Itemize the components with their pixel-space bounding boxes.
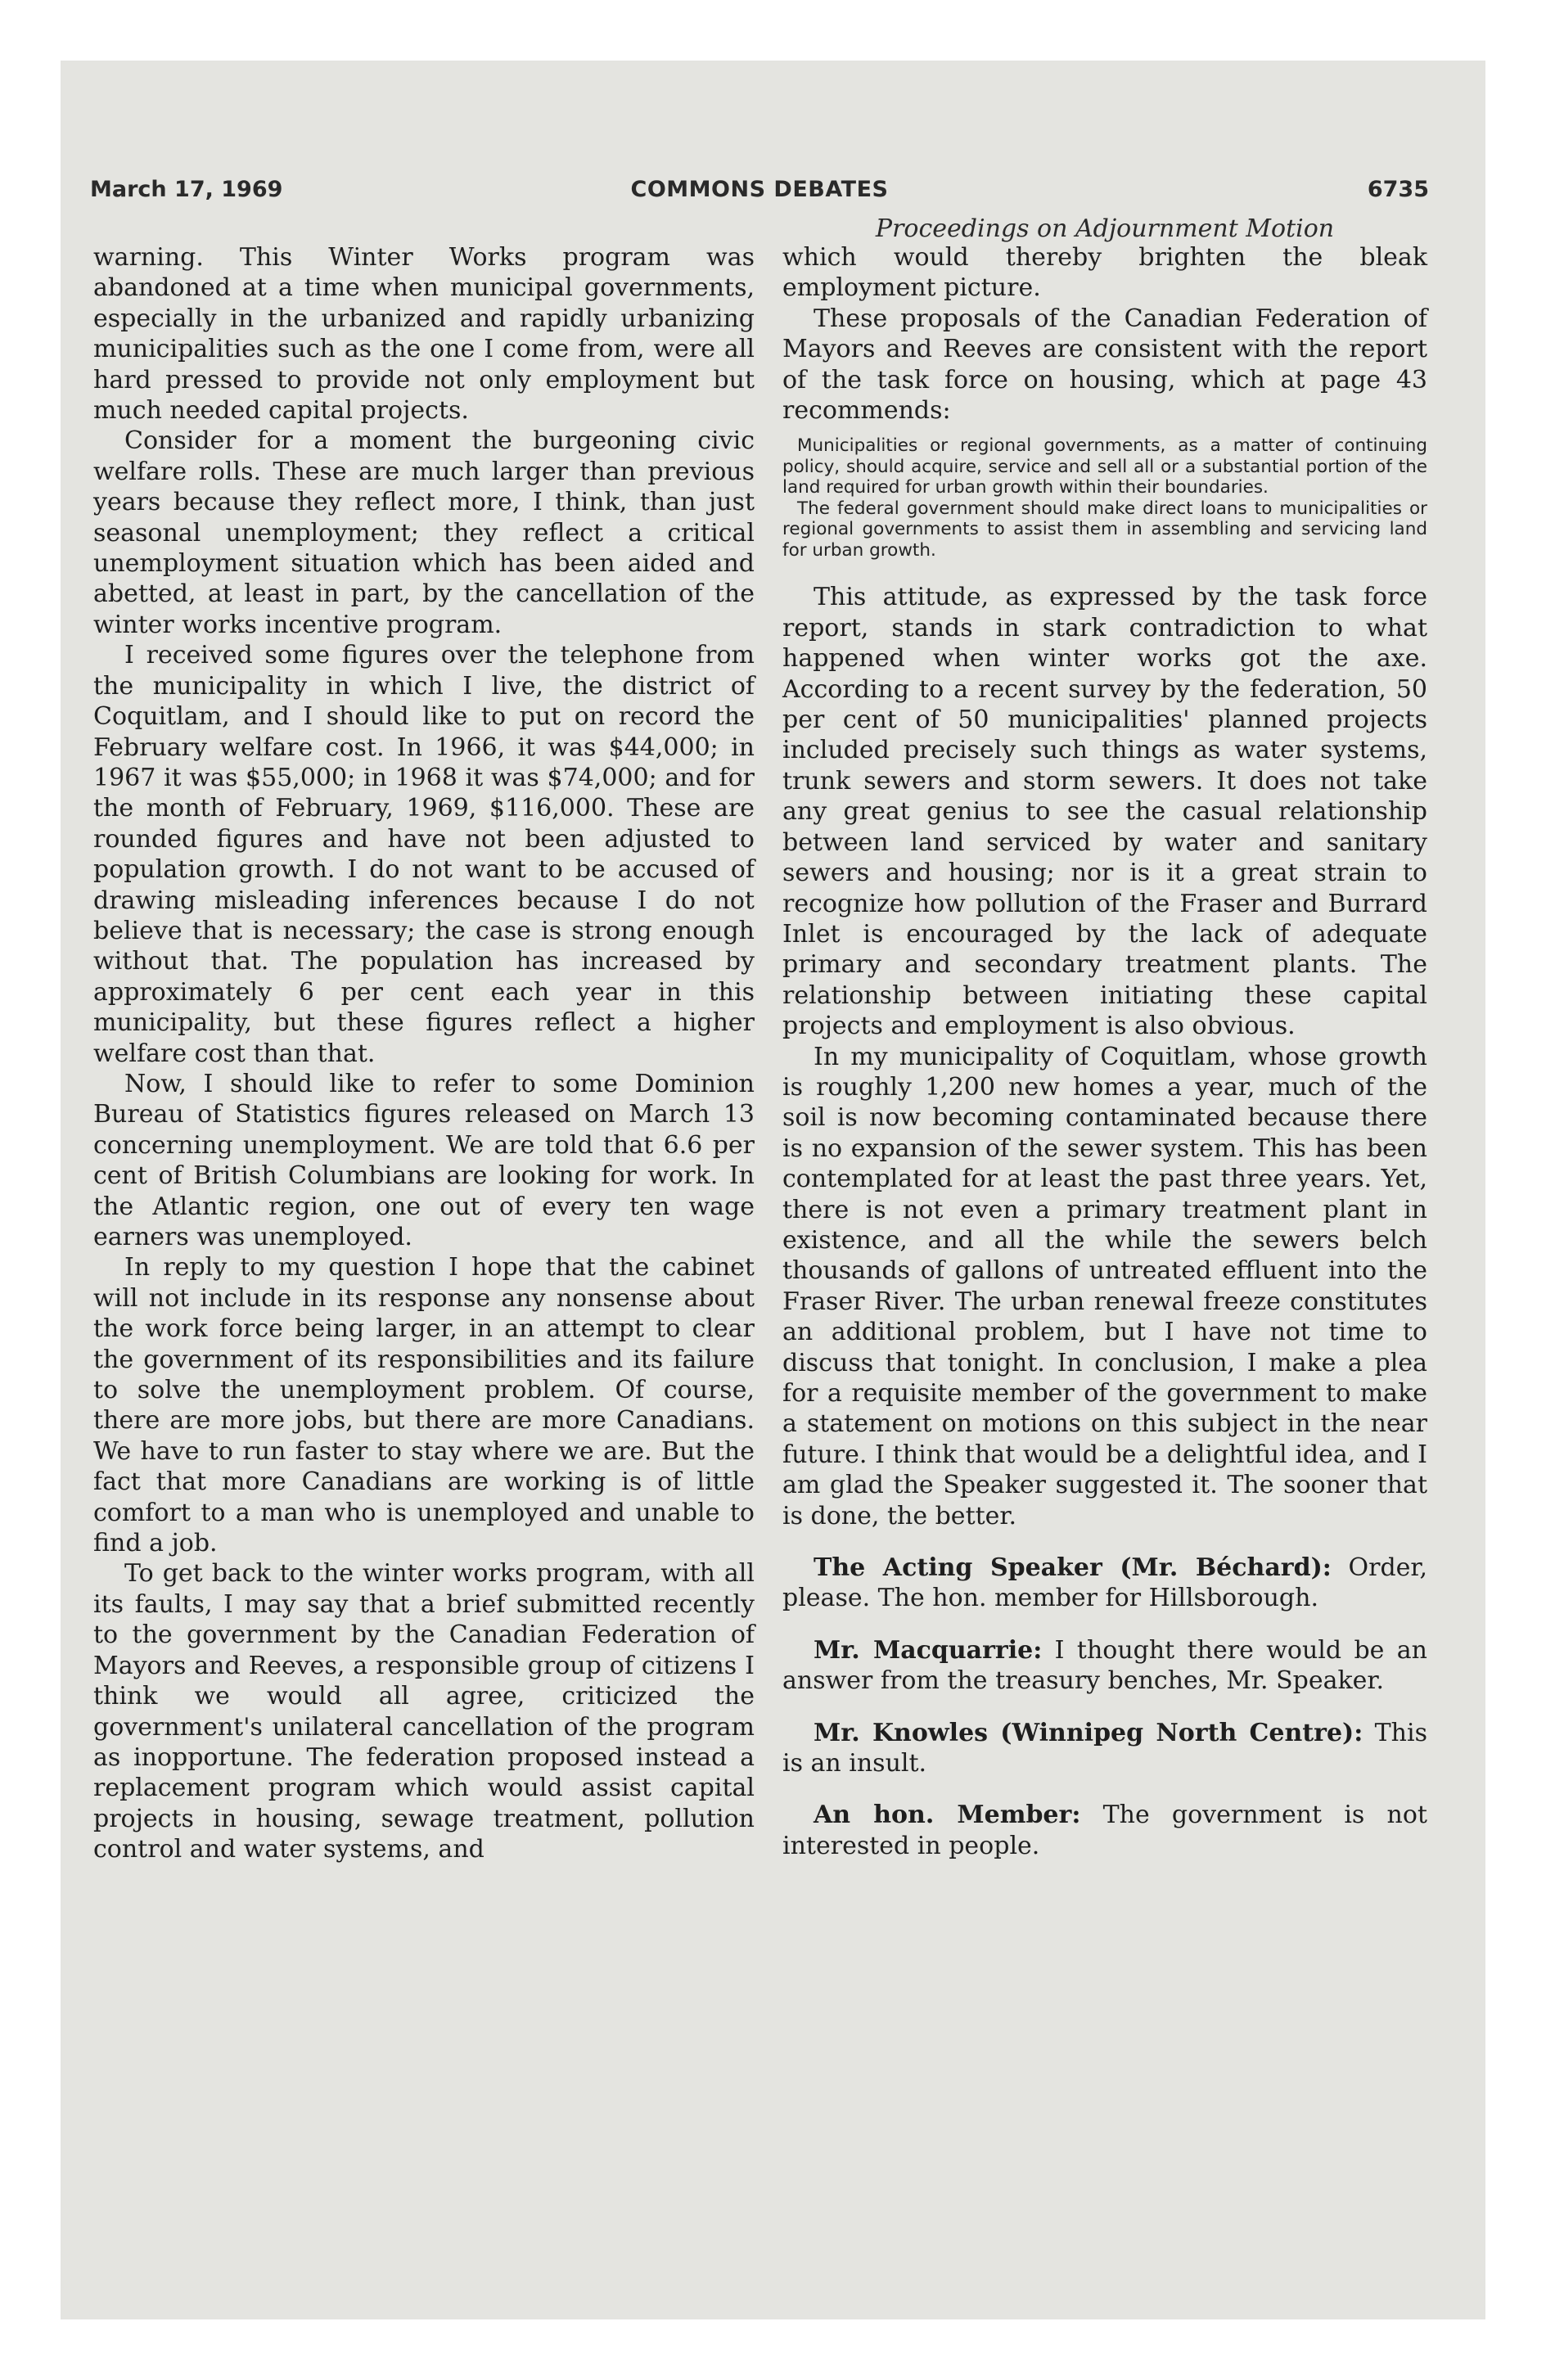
page-header bbox=[90, 177, 1429, 210]
speaker-name: Mr. Knowles (Winnipeg North Centre): bbox=[814, 1718, 1363, 1747]
speaker-name: An hon. Member: bbox=[814, 1801, 1081, 1830]
paragraph: This attitude, as expressed by the task force report, stands in stark contradiction to what happened when winter works got the axe. According to a recent survey by the federation, 50 per cent of 50 municipalities' planned projects included precisely such things as water systems, trunk sewers and storm sewers. It does not take any great genius to see the casual relationship between land serviced by water and sanitary sewers and housing; nor is it a great strain to recognize how pollution of the Fraser and Burrard Inlet is encouraged by the lack of adequate primary and secondary treatment plants. The relationship between initiating these capital projects and employment is also obvious. bbox=[782, 583, 1427, 1041]
paragraph: Now, I should like to refer to some Dominion Bureau of Statistics figures released on March 13 concerning unemployment. We are told that 6.6 per cent of British Columbians are looking for work. In the Atlantic region, one out of every ten wage earners was unemployed. bbox=[93, 1069, 755, 1251]
speech bbox=[782, 1635, 1427, 1697]
speech-text: The government is not interested in people. bbox=[782, 1801, 1427, 1860]
speech-text: I thought there would be an answer from the treasury benches, Mr. Speaker. bbox=[782, 1635, 1427, 1696]
header-date: March 17, 1969 bbox=[90, 177, 283, 202]
paragraph: In reply to my question I hope that the cabinet will not include in its response any nonsense about the work force being larger, in an attempt to clear the government of its responsibilities and its failure to solve the unemployment problem. Of course, there are more jobs, but there are more Canadians. We have to run faster to stay where we are. But the fact that more Canadians are working is of little comfort to a man who is unemployed and unable to find a job. bbox=[93, 1253, 755, 1558]
block-quote bbox=[782, 435, 1427, 561]
paragraph: warning. This Winter Works program was abandoned at a time when municipal governments, especially in the urbanized and rapidly urbanizing municipalities such as the one I come from, were all hard pressed to provide not only employment but much needed capital projects. bbox=[93, 243, 755, 426]
speaker-name: Mr. Macquarrie: bbox=[814, 1635, 1043, 1665]
quote-paragraph: The federal government should make direct loans to municipalities or regional governments to assist them in assembling and servicing land for urban growth. bbox=[782, 498, 1427, 561]
header-title: COMMONS DEBATES bbox=[630, 177, 889, 202]
speaker-name: The Acting Speaker (Mr. Béchard): bbox=[814, 1553, 1332, 1583]
paragraph: To get back to the winter works program, with all its faults, I may say that a brief submitted recently to the government by the Canadian Federation of Mayors and Reeves, a responsible group of citizens I think we would all agree, criticized the government's unilateral cancellation of the program as inopportune. The federation proposed instead a replacement program which would assist capital projects in housing, sewage treatment, pollution control and water systems, and bbox=[93, 1559, 755, 1864]
speech bbox=[782, 1718, 1427, 1779]
speech bbox=[782, 1553, 1427, 1614]
page-number: 6735 bbox=[1367, 177, 1429, 202]
paragraph: These proposals of the Canadian Federation of Mayors and Reeves are consistent with the report of the task force on housing, which at page 43 recommends: bbox=[782, 304, 1427, 426]
left-column bbox=[93, 242, 755, 1865]
speech bbox=[782, 1800, 1427, 1861]
paragraph: which would thereby brighten the bleak employment picture. bbox=[782, 243, 1427, 303]
speech-text: This is an insult. bbox=[782, 1718, 1427, 1778]
section-subheading: Proceedings on Adjournment Motion bbox=[875, 214, 1335, 243]
right-column bbox=[782, 215, 1427, 1861]
paragraph: In my municipality of Coquitlam, whose growth is roughly 1,200 new homes a year, much of the soil is now becoming contaminated because there is no expansion of the sewer system. This has been contemplated for at least the past three years. Yet, there is not even a primary treatment plant in existence, and all the while the sewers belch thousands of gallons of untreated effluent into the Fraser River. The urban renewal freeze constitutes an additional problem, but I have not time to discuss that tonight. In conclusion, I make a plea for a requisite member of the government to make a statement on motions on this subject in the near future. I think that would be a delightful idea, and I am glad the Speaker suggested it. The sooner that is done, the better. bbox=[782, 1042, 1427, 1530]
speech-text: Order, please. The hon. member for Hillsborough. bbox=[782, 1553, 1427, 1613]
paragraph: I received some figures over the telephone from the municipality in which I live, the district of Coquitlam, and I should like to put on record the February welfare cost. In 1966, it was $44,000; in 1967 it was $55,000; in 1968 it was $74,000; and for the month of February, 1969, $116,000. These are rounded figures and have not been adjusted to population growth. I do not want to be accused of drawing misleading inferences because I do not believe that is necessary; the case is strong enough without that. The population has increased by approximately 6 per cent each year in this municipality, but these figures reflect a higher welfare cost than that. bbox=[93, 641, 755, 1068]
paragraph: Consider for a moment the burgeoning civic welfare rolls. These are much larger than previous years because they reflect more, I think, than just seasonal unemployment; they reflect a critical unemployment situation which has been aided and abetted, at least in part, by the cancellation of the winter works incentive program. bbox=[93, 426, 755, 639]
quote-paragraph: Municipalities or regional governments, as a matter of continuing policy, should acquire, service and sell all or a substantial portion of the land required for urban growth within their boundaries. bbox=[782, 435, 1427, 498]
